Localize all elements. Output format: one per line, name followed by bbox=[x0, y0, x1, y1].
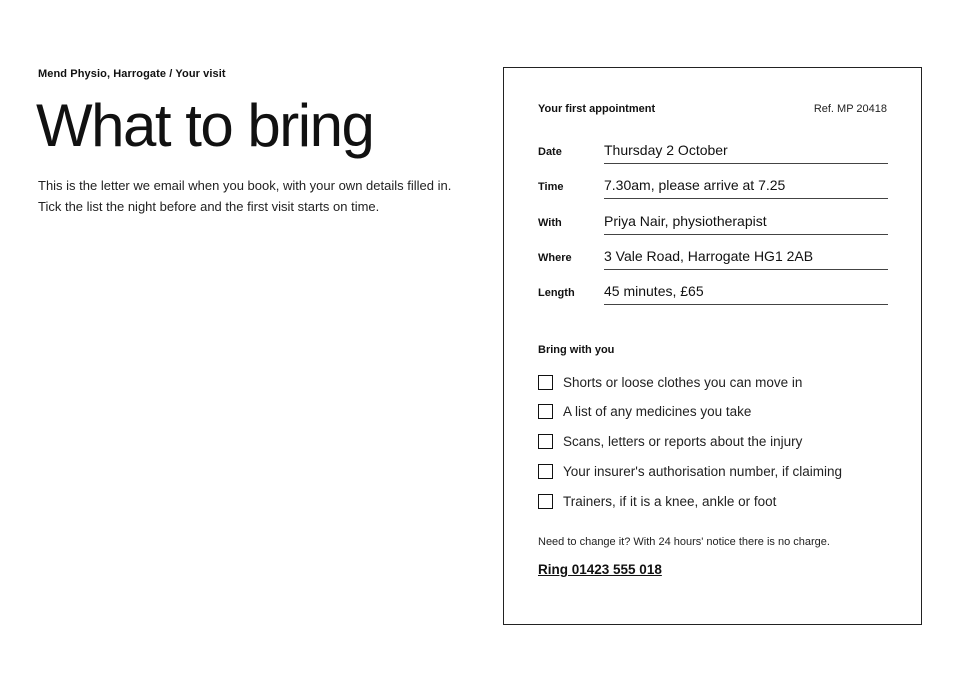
breadcrumb: Mend Physio, Harrogate / Your visit bbox=[38, 68, 226, 80]
page-title: What to bring bbox=[36, 92, 374, 159]
detail-row-length bbox=[538, 277, 888, 305]
checkbox[interactable] bbox=[538, 375, 553, 390]
checkbox[interactable] bbox=[538, 464, 553, 479]
detail-label: Length bbox=[538, 287, 575, 299]
change-notice: Need to change it? With 24 hours' notice there is no charge. bbox=[538, 536, 830, 548]
detail-value: 3 Vale Road, Harrogate HG1 2AB bbox=[604, 242, 888, 270]
checklist-label: Shorts or loose clothes you can move in bbox=[563, 374, 803, 390]
checklist-item-medicines[interactable] bbox=[538, 401, 751, 421]
detail-value: 45 minutes, £65 bbox=[604, 277, 888, 305]
detail-label: Date bbox=[538, 146, 562, 158]
checklist-label: Your insurer's authorisation number, if claiming bbox=[563, 463, 842, 479]
card-title: Your first appointment bbox=[538, 103, 656, 115]
appointment-letter-card bbox=[503, 67, 922, 625]
checklist-item-trainers[interactable] bbox=[538, 491, 776, 511]
detail-label: With bbox=[538, 217, 562, 229]
detail-label: Where bbox=[538, 252, 572, 264]
checklist-item-clothes[interactable] bbox=[538, 372, 802, 392]
phone-link[interactable]: Ring 01423 555 018 bbox=[538, 562, 662, 577]
checkbox[interactable] bbox=[538, 494, 553, 509]
checklist-item-scans[interactable] bbox=[538, 431, 802, 451]
detail-row-time bbox=[538, 171, 888, 199]
checkbox[interactable] bbox=[538, 434, 553, 449]
checklist-item-insurer[interactable] bbox=[538, 461, 842, 481]
checklist-label: A list of any medicines you take bbox=[563, 403, 752, 419]
checklist-label: Scans, letters or reports about the injury bbox=[563, 433, 803, 449]
detail-label: Time bbox=[538, 181, 564, 193]
bring-with-you-heading: Bring with you bbox=[538, 344, 615, 356]
booking-reference: Ref. MP 20418 bbox=[813, 103, 887, 115]
detail-value: Thursday 2 October bbox=[604, 136, 888, 164]
checkbox[interactable] bbox=[538, 404, 553, 419]
intro-text: This is the letter we email when you book, with your own details filled in. Tick the list the night before and the first visit starts on time. bbox=[38, 178, 452, 214]
checklist-label: Trainers, if it is a knee, ankle or foot bbox=[563, 493, 777, 509]
detail-row-where bbox=[538, 242, 888, 270]
detail-row-with bbox=[538, 207, 888, 235]
detail-value: 7.30am, please arrive at 7.25 bbox=[604, 171, 888, 199]
detail-row-date bbox=[538, 136, 888, 164]
detail-value: Priya Nair, physiotherapist bbox=[604, 207, 888, 235]
